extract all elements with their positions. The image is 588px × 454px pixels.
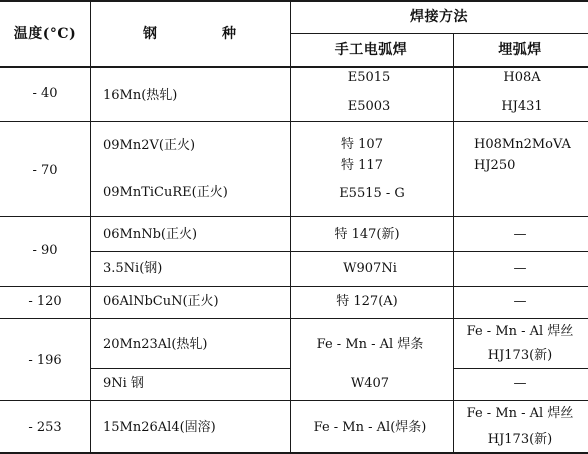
submerged-cell: — [513,376,527,391]
manual-cell: W407 [350,376,390,391]
submerged-cell: HJ173(新) [487,348,553,363]
submerged-cell: — [513,227,527,242]
temperature-cell: - 40 [32,86,58,101]
manual-cell: E5015 [347,70,391,85]
manual-cell: 特 117 [341,158,383,173]
row-rule [0,318,588,319]
submerged-cell: — [513,294,527,309]
header-temperature: 温度(°C) [13,26,77,42]
temperature-cell: - 70 [32,163,58,178]
row-rule [0,400,588,401]
steel-cell: 09MnTiCuRE(正火) [103,185,228,200]
submerged-cell: Fe - Mn - Al 焊丝 [466,324,574,339]
table-top-border [0,0,588,2]
row-rule [0,121,588,122]
row-rule [0,216,588,217]
steel-cell: 20Mn23Al(热轧) [103,337,208,352]
temperature-cell: - 120 [28,294,62,309]
header-welding-method: 焊接方法 [410,9,468,25]
steel-cell: 06MnNb(正火) [103,227,198,242]
header-steel-1: 钢 [143,26,158,42]
manual-cell: E5003 [347,99,391,114]
inner-rule [453,368,588,369]
manual-cell: 特 107 [341,137,383,152]
manual-cell: 特 147(新) [334,227,400,242]
submerged-cell: H08A [503,70,541,85]
header-manual-arc: 手工电弧焊 [334,42,408,58]
header-submerged-arc: 埋弧焊 [498,42,542,58]
manual-cell: W907Ni [343,261,397,276]
row-rule [0,286,588,287]
temperature-cell: - 253 [28,420,62,435]
steel-cell: 3.5Ni(钢) [103,261,163,276]
inner-rule [90,251,588,252]
steel-cell: 16Mn(热轧) [103,88,178,103]
column-rule [290,0,291,454]
manual-cell: Fe - Mn - Al 焊条 [316,337,424,352]
temperature-cell: - 90 [32,243,58,258]
header-steel-2: 种 [222,26,237,42]
steel-cell: 09Mn2V(正火) [103,138,196,153]
column-rule [453,33,454,454]
steel-cell: 06AlNbCuN(正火) [103,294,219,309]
submerged-cell: HJ250 [474,158,516,173]
submerged-cell: Fe - Mn - Al 焊丝 [466,406,574,421]
header-subrule [290,33,588,34]
header-bottom-rule [0,66,588,68]
manual-cell: Fe - Mn - Al(焊条) [313,420,427,435]
submerged-cell: — [513,261,527,276]
submerged-cell: HJ173(新) [487,432,553,447]
steel-cell: 9Ni 钢 [103,376,144,391]
temperature-cell: - 196 [28,353,62,368]
submerged-cell: HJ431 [501,99,543,114]
manual-cell: 特 127(A) [336,294,398,309]
column-rule [90,0,91,454]
manual-cell: E5515 - G [339,186,405,201]
inner-rule [90,368,290,369]
steel-cell: 15Mn26Al4(固溶) [103,420,216,435]
submerged-cell: H08Mn2MoVA [474,137,571,152]
